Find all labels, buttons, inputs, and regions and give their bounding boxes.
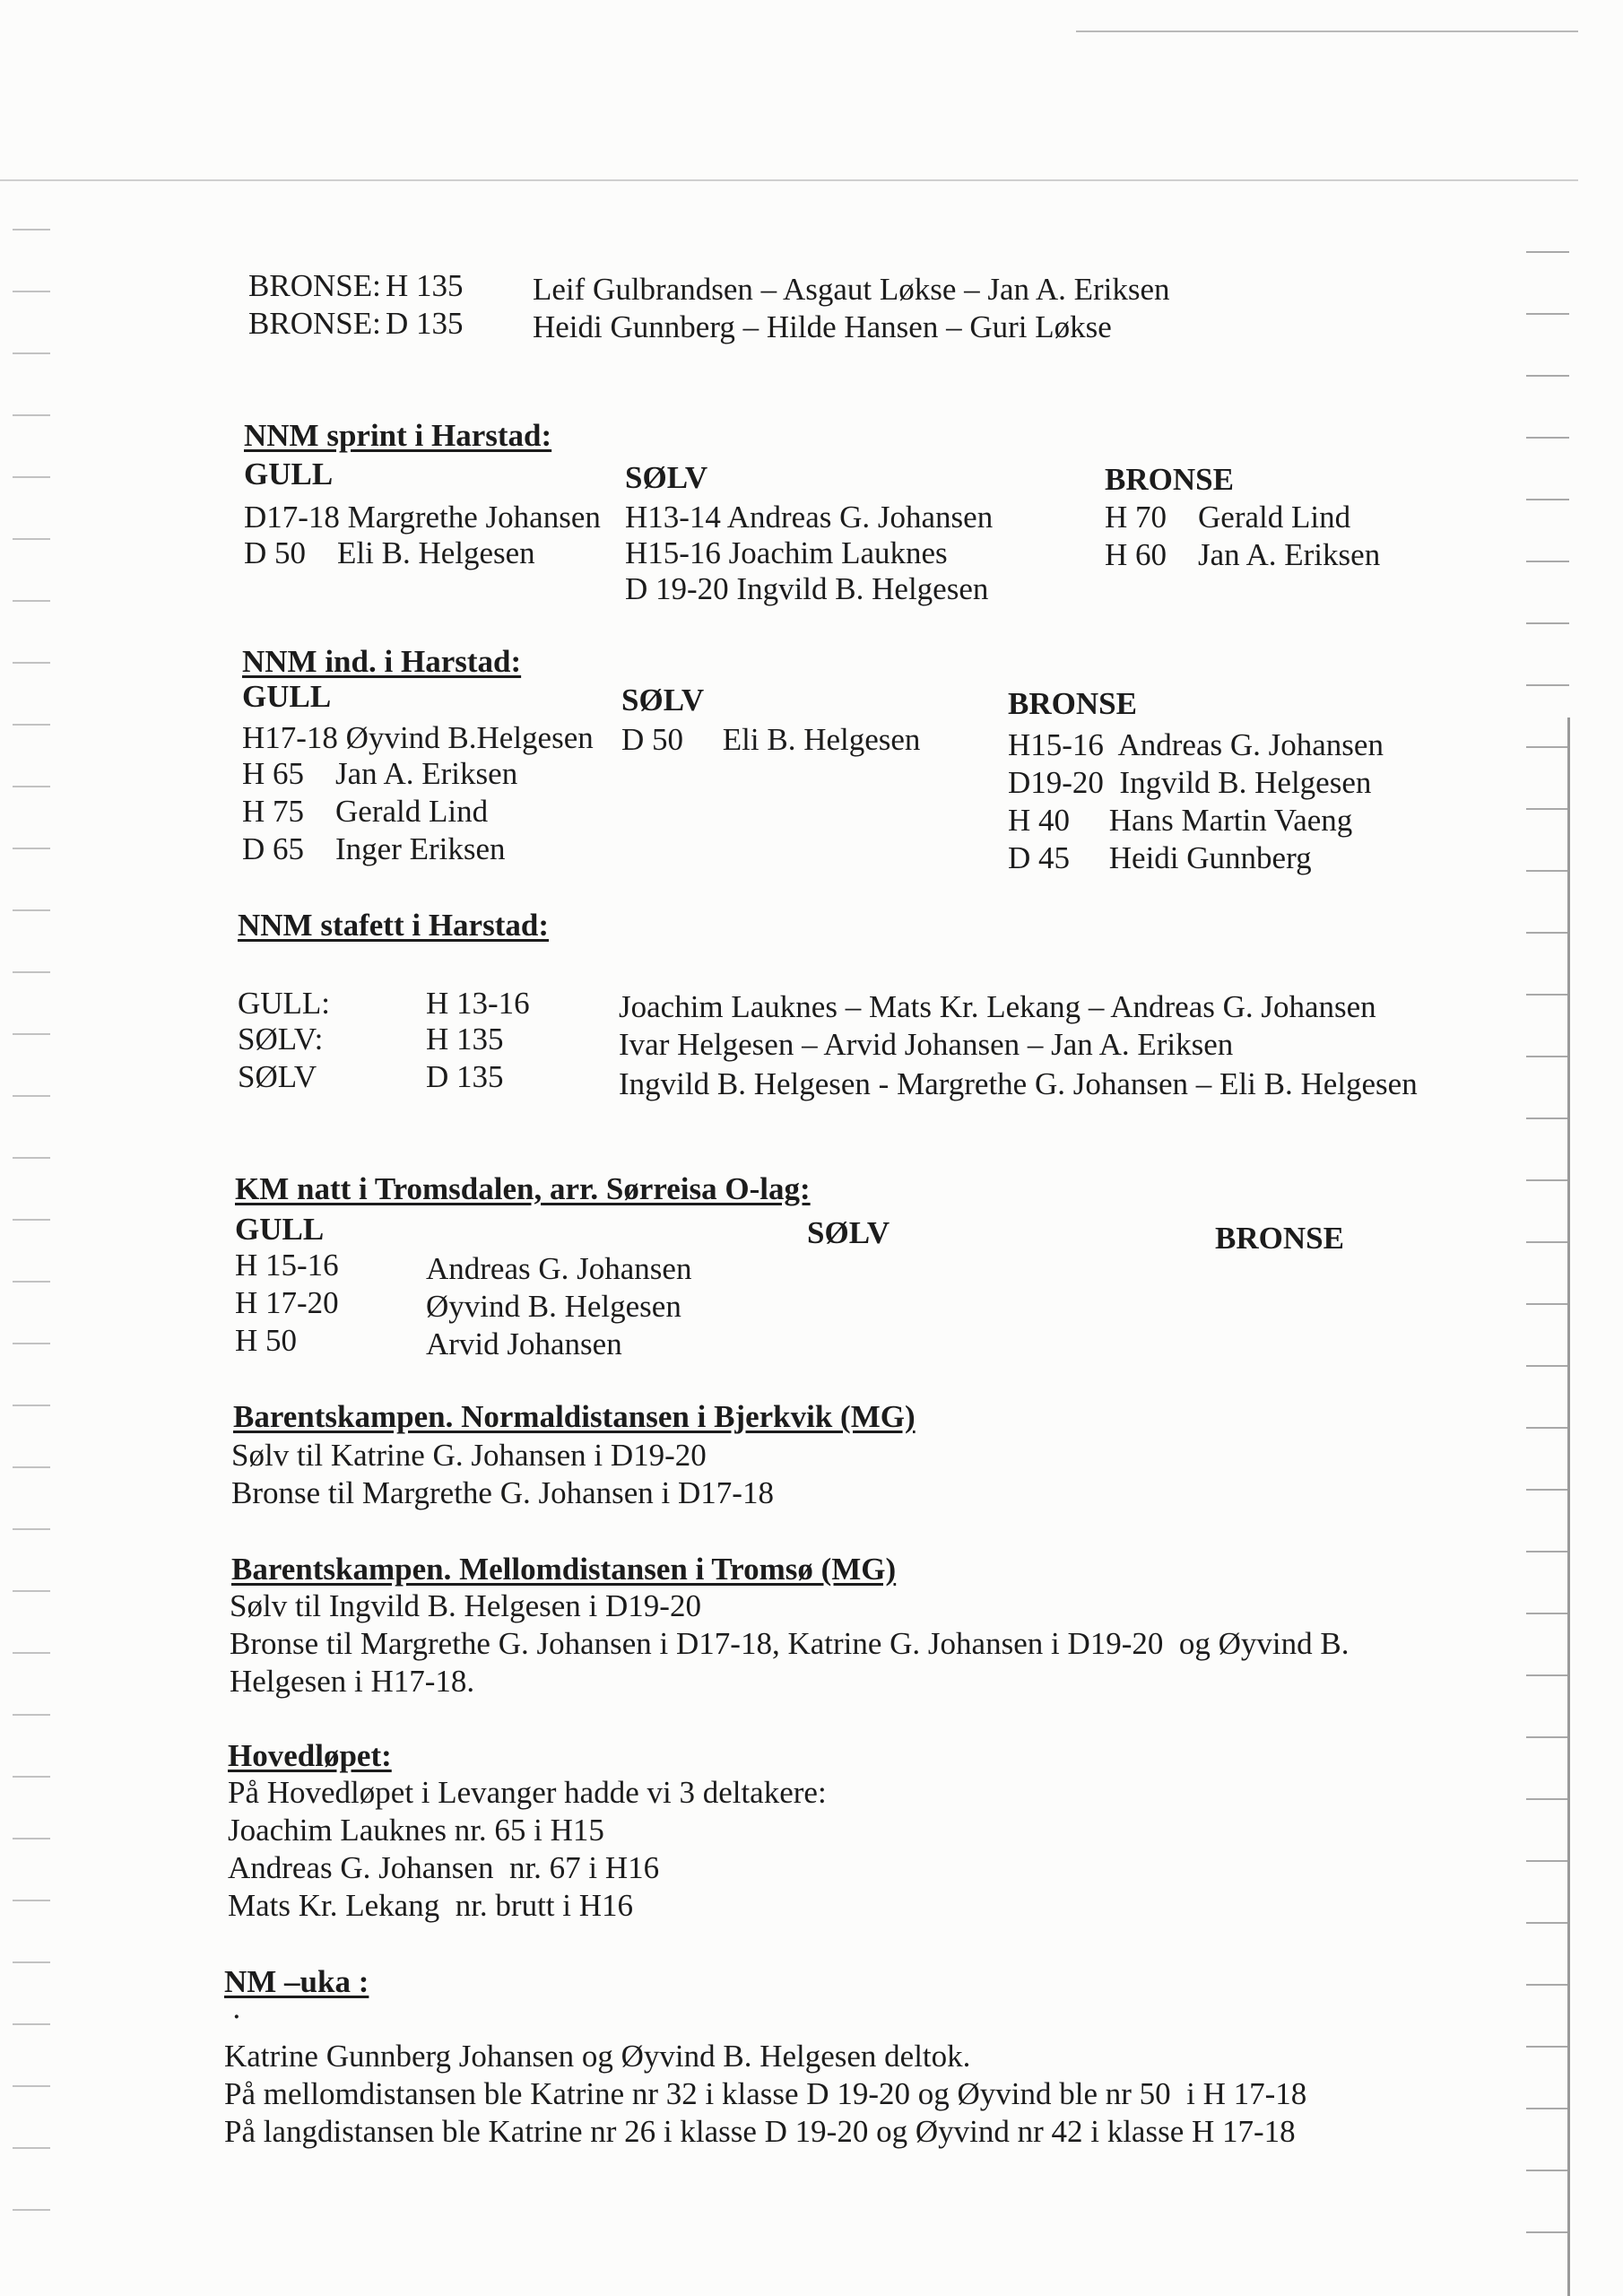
margin-tick bbox=[13, 1219, 50, 1221]
margin-tick bbox=[1526, 994, 1569, 996]
margin-tick bbox=[1526, 1056, 1569, 1057]
km-class-1: H 15-16 bbox=[235, 1248, 339, 1283]
stafett-names-3: Ingvild B. Helgesen - Margrethe G. Johansen – Eli B. Helgesen bbox=[619, 1066, 1418, 1101]
nmuka-bullet: · bbox=[231, 1999, 242, 2034]
top-medal-names-2: Heidi Gunnberg – Hilde Hansen – Guri Løkse bbox=[533, 309, 1112, 344]
margin-tick bbox=[1526, 684, 1569, 686]
margin-tick bbox=[13, 2209, 50, 2211]
sprint-solv-line-3: D 19-20 Ingvild B. Helgesen bbox=[625, 571, 989, 606]
margin-tick bbox=[1526, 870, 1569, 872]
margin-tick bbox=[1526, 1118, 1569, 1119]
margin-tick bbox=[1526, 1303, 1569, 1305]
stafett-heading: NNM stafett i Harstad: bbox=[238, 908, 549, 943]
top-medal-label-1: BRONSE: bbox=[248, 268, 381, 303]
margin-tick bbox=[1526, 1736, 1569, 1738]
ind-gull-label: GULL bbox=[242, 679, 332, 714]
km-name-1: Andreas G. Johansen bbox=[426, 1251, 692, 1286]
margin-tick bbox=[13, 538, 50, 540]
margin-tick bbox=[1526, 2170, 1569, 2171]
margin-tick bbox=[13, 1652, 50, 1654]
margin-tick bbox=[13, 229, 50, 230]
margin-tick bbox=[13, 1900, 50, 1901]
ind-gull-line-1: H17-18 Øyvind B.Helgesen bbox=[242, 720, 594, 755]
top-medal-class-2: D 135 bbox=[386, 306, 464, 341]
margin-tick bbox=[13, 1405, 50, 1406]
km-name-3: Arvid Johansen bbox=[426, 1326, 622, 1361]
hovedlopet-line-2: Joachim Lauknes nr. 65 i H15 bbox=[228, 1813, 604, 1848]
top-medal-class-1: H 135 bbox=[386, 268, 464, 303]
scan-line-top bbox=[1076, 30, 1578, 32]
margin-tick bbox=[13, 662, 50, 664]
km-gull-label: GULL bbox=[235, 1212, 325, 1247]
hovedlopet-line-4: Mats Kr. Lekang nr. brutt i H16 bbox=[228, 1888, 634, 1923]
margin-tick bbox=[13, 971, 50, 973]
margin-tick bbox=[13, 600, 50, 602]
stafett-medal-3: SØLV bbox=[238, 1059, 317, 1094]
margin-tick bbox=[1526, 375, 1569, 377]
margin-tick bbox=[13, 1033, 50, 1035]
stafett-class-1: H 13-16 bbox=[426, 986, 530, 1021]
margin-tick bbox=[1526, 808, 1569, 810]
sprint-solv-line-2: H15-16 Joachim Lauknes bbox=[625, 535, 948, 570]
margin-tick bbox=[1526, 2046, 1569, 2048]
margin-tick bbox=[1526, 1984, 1569, 1986]
margin-tick bbox=[13, 909, 50, 911]
sprint-solv-label: SØLV bbox=[625, 460, 708, 495]
nmuka-line-3: På langdistansen ble Katrine nr 26 i klasse D 19-20 og Øyvind nr 42 i klasse H 17-18 bbox=[224, 2114, 1296, 2149]
ind-bronse-line-1: H15-16 Andreas G. Johansen bbox=[1008, 727, 1384, 762]
stafett-class-3: D 135 bbox=[426, 1059, 504, 1094]
margin-tick bbox=[13, 1466, 50, 1468]
stafett-names-1: Joachim Lauknes – Mats Kr. Lekang – Andreas G. Johansen bbox=[619, 989, 1376, 1024]
margin-tick bbox=[13, 1095, 50, 1097]
margin-tick bbox=[1526, 2231, 1569, 2233]
margin-tick bbox=[13, 1961, 50, 1963]
barents-mellom-line-2: Bronse til Margrethe G. Johansen i D17-18, Katrine G. Johansen i D19-20 og Øyvind B. bbox=[230, 1626, 1350, 1661]
margin-tick bbox=[1526, 561, 1569, 562]
margin-tick bbox=[1526, 2108, 1569, 2109]
ind-gull-line-4: D 65 Inger Eriksen bbox=[242, 831, 506, 866]
margin-tick bbox=[13, 2085, 50, 2087]
stafett-medal-2: SØLV: bbox=[238, 1022, 324, 1057]
km-name-2: Øyvind B. Helgesen bbox=[426, 1289, 681, 1324]
hovedlopet-line-1: På Hovedløpet i Levanger hadde vi 3 deltakere: bbox=[228, 1775, 827, 1810]
stafett-names-2: Ivar Helgesen – Arvid Johansen – Jan A. Eriksen bbox=[619, 1027, 1234, 1062]
margin-tick bbox=[13, 1714, 50, 1716]
scan-line-header bbox=[0, 179, 1578, 181]
sprint-solv-line-1: H13-14 Andreas G. Johansen bbox=[625, 500, 994, 535]
margin-tick bbox=[1526, 932, 1569, 934]
sprint-gull-line-2: D 50 Eli B. Helgesen bbox=[244, 535, 535, 570]
ind-heading: NNM ind. i Harstad: bbox=[242, 644, 522, 679]
margin-tick bbox=[1526, 1365, 1569, 1367]
nmuka-heading: NM –uka : bbox=[224, 1964, 369, 1999]
sprint-bronse-label: BRONSE bbox=[1105, 462, 1234, 497]
ind-solv-label: SØLV bbox=[621, 683, 705, 718]
ind-bronse-line-2: D19-20 Ingvild B. Helgesen bbox=[1008, 765, 1372, 800]
margin-tick bbox=[1526, 622, 1569, 624]
km-class-2: H 17-20 bbox=[235, 1285, 339, 1320]
barents-normal-heading: Barentskampen. Normaldistansen i Bjerkvik (MG) bbox=[233, 1399, 916, 1434]
top-medal-label-2: BRONSE: bbox=[248, 306, 381, 341]
top-medal-names-1: Leif Gulbrandsen – Asgaut Løkse – Jan A. Eriksen bbox=[533, 272, 1170, 307]
ind-bronse-line-4: D 45 Heidi Gunnberg bbox=[1008, 840, 1312, 875]
margin-tick bbox=[1526, 499, 1569, 500]
nmuka-line-2: På mellomdistansen ble Katrine nr 32 i klasse D 19-20 og Øyvind ble nr 50 i H 17-18 bbox=[224, 2076, 1307, 2111]
margin-tick bbox=[13, 1838, 50, 1839]
margin-tick bbox=[1526, 1489, 1569, 1491]
margin-tick bbox=[1526, 1427, 1569, 1429]
hovedlopet-line-3: Andreas G. Johansen nr. 67 i H16 bbox=[228, 1850, 660, 1885]
nmuka-line-1: Katrine Gunnberg Johansen og Øyvind B. Helgesen deltok. bbox=[224, 2039, 971, 2074]
sprint-heading: NNM sprint i Harstad: bbox=[244, 418, 552, 453]
km-heading: KM natt i Tromsdalen, arr. Sørreisa O-lag: bbox=[235, 1171, 811, 1206]
hovedlopet-heading: Hovedløpet: bbox=[228, 1738, 392, 1773]
margin-tick bbox=[1526, 1798, 1569, 1800]
margin-tick bbox=[13, 1281, 50, 1283]
binding-edge bbox=[1567, 718, 1570, 2296]
barents-mellom-heading: Barentskampen. Mellomdistansen i Tromsø (MG) bbox=[231, 1552, 897, 1587]
margin-tick bbox=[13, 1590, 50, 1592]
margin-tick bbox=[13, 414, 50, 416]
margin-tick bbox=[13, 1157, 50, 1159]
barents-mellom-line-3: Helgesen i H17-18. bbox=[230, 1664, 475, 1699]
km-class-3: H 50 bbox=[235, 1323, 298, 1358]
margin-tick bbox=[13, 1528, 50, 1530]
stafett-class-2: H 135 bbox=[426, 1022, 504, 1057]
margin-tick bbox=[13, 1776, 50, 1778]
sprint-gull-line-1: D17-18 Margrethe Johansen bbox=[244, 500, 601, 535]
sprint-gull-label: GULL bbox=[244, 457, 334, 491]
margin-tick bbox=[1526, 437, 1569, 439]
barents-normal-line-1: Sølv til Katrine G. Johansen i D19-20 bbox=[231, 1438, 707, 1473]
ind-bronse-label: BRONSE bbox=[1008, 686, 1137, 721]
sprint-bronse-line-1: H 70 Gerald Lind bbox=[1105, 500, 1351, 535]
margin-tick bbox=[13, 724, 50, 726]
margin-tick bbox=[13, 2023, 50, 2025]
margin-tick bbox=[13, 291, 50, 292]
km-solv-label: SØLV bbox=[807, 1215, 890, 1250]
margin-tick bbox=[1526, 251, 1569, 253]
ind-gull-line-3: H 75 Gerald Lind bbox=[242, 794, 489, 829]
margin-tick bbox=[1526, 1551, 1569, 1552]
margin-tick bbox=[13, 848, 50, 849]
margin-tick bbox=[13, 1343, 50, 1344]
margin-tick bbox=[1526, 1613, 1569, 1614]
barents-mellom-line-1: Sølv til Ingvild B. Helgesen i D19-20 bbox=[230, 1588, 701, 1623]
margin-tick bbox=[1526, 1674, 1569, 1676]
barents-normal-line-2: Bronse til Margrethe G. Johansen i D17-18 bbox=[231, 1475, 774, 1510]
margin-tick bbox=[1526, 1241, 1569, 1243]
margin-tick bbox=[1526, 1179, 1569, 1181]
ind-bronse-line-3: H 40 Hans Martin Vaeng bbox=[1008, 803, 1353, 838]
margin-tick bbox=[13, 786, 50, 787]
sprint-bronse-line-2: H 60 Jan A. Eriksen bbox=[1105, 537, 1381, 572]
margin-tick bbox=[13, 352, 50, 354]
margin-tick bbox=[13, 476, 50, 478]
margin-tick bbox=[1526, 1922, 1569, 1924]
ind-gull-line-2: H 65 Jan A. Eriksen bbox=[242, 756, 518, 791]
margin-tick bbox=[1526, 1860, 1569, 1862]
km-bronse-label: BRONSE bbox=[1215, 1221, 1344, 1256]
ind-solv-line-1: D 50 Eli B. Helgesen bbox=[621, 722, 921, 757]
margin-tick bbox=[1526, 313, 1569, 315]
margin-tick bbox=[13, 2147, 50, 2149]
stafett-medal-1: GULL: bbox=[238, 986, 331, 1021]
margin-tick bbox=[1526, 746, 1569, 748]
